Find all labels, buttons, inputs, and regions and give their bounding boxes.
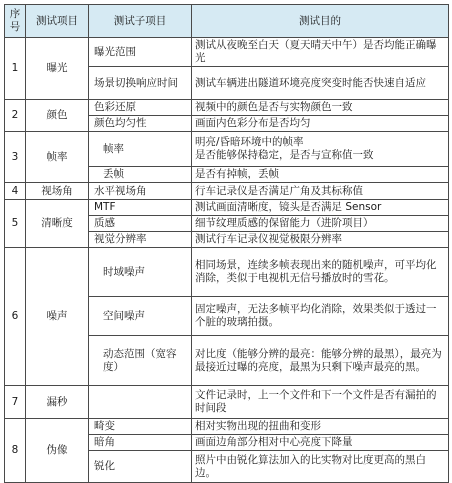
- test-item: 颜色: [26, 100, 89, 132]
- test-item: 帧率: [26, 132, 89, 183]
- test-purpose: 行车记录仪是否满足广角及其标称值: [192, 183, 449, 200]
- test-subitem: 暗角: [89, 435, 192, 451]
- test-subitem: 色彩还原: [89, 100, 192, 116]
- test-subitem: 颜色均匀性: [89, 116, 192, 132]
- test-subitem: 锐化: [89, 451, 192, 483]
- row-number: 2: [5, 100, 26, 132]
- test-subitem: [89, 386, 192, 419]
- table-row: [5, 248, 449, 297]
- table-row: [5, 132, 449, 167]
- test-subitem: 质感: [89, 216, 192, 232]
- test-subitem: 视觉分辨率: [89, 232, 192, 248]
- row-number: 7: [5, 386, 26, 419]
- test-subitem: 丢帧: [89, 167, 192, 183]
- table-row: [5, 419, 449, 435]
- test-purpose: 测试车辆进出隧道环境亮度突变时能否快速自适应: [192, 67, 449, 100]
- test-purpose: 画面边角部分相对中心亮度下降量: [192, 435, 449, 451]
- test-purpose: 文件记录时，上一个文件和下一个文件是否有漏拍的时间段: [192, 386, 449, 419]
- test-purpose: 固定噪声，无法多帧平均化消除，效果类似于透过一个脏的玻璃拍摄。: [192, 297, 449, 336]
- test-purpose: 是否有掉帧，丢帧: [192, 167, 449, 183]
- test-purpose: 画面内色彩分布是否均匀: [192, 116, 449, 132]
- test-item: 伪像: [26, 419, 89, 483]
- test-purpose: 视频中的颜色是否与实物颜色一致: [192, 100, 449, 116]
- test-item: 清晰度: [26, 200, 89, 248]
- table-row: [5, 386, 449, 419]
- test-purpose: 相对实物出现的扭曲和变形: [192, 419, 449, 435]
- test-item: 噪声: [26, 248, 89, 386]
- table-row: [5, 183, 449, 200]
- row-number: 8: [5, 419, 26, 483]
- test-subitem: 场景切换响应时间: [89, 67, 192, 100]
- test-subitem: 空间噪声: [89, 297, 192, 336]
- test-purpose: 明亮/昏暗环境中的帧率 是否能够保持稳定，是否与宣称值一致: [192, 132, 449, 167]
- test-purpose: 测试画面清晰度，镜头是否满足 Sensor: [192, 200, 449, 216]
- test-items-table: [4, 4, 449, 483]
- test-subitem: 畸变: [89, 419, 192, 435]
- test-subitem: 动态范围（宽容度）: [89, 336, 192, 386]
- test-purpose: 测试行车记录仪视觉极限分辨率: [192, 232, 449, 248]
- test-subitem: 水平视场角: [89, 183, 192, 200]
- test-subitem: 曝光范围: [89, 38, 192, 67]
- row-number: 3: [5, 132, 26, 183]
- table-row: [5, 200, 449, 216]
- test-purpose: 相同场景，连续多帧表现出来的随机噪声，可平均化消除，类似于电视机无信号播放时的雪花。: [192, 248, 449, 297]
- row-number: 1: [5, 38, 26, 100]
- row-number: 5: [5, 200, 26, 248]
- row-number: 6: [5, 248, 26, 386]
- test-item: 视场角: [26, 183, 89, 200]
- test-purpose: 对比度（能够分辨的最亮：能够分辨的最黑），最亮为最接近过曝的亮度，最黑为只剩下噪声最亮的黑。: [192, 336, 449, 386]
- test-subitem: 帧率: [89, 132, 192, 167]
- header-test-purpose: 测试目的: [192, 5, 449, 38]
- table-row: [5, 100, 449, 116]
- header-number: 序号: [5, 5, 26, 38]
- test-subitem: 时域噪声: [89, 248, 192, 297]
- row-number: 4: [5, 183, 26, 200]
- test-item: 曝光: [26, 38, 89, 100]
- header-test-item: 测试项目: [26, 5, 89, 38]
- test-purpose: 细节纹理质感的保留能力（进阶项目）: [192, 216, 449, 232]
- test-purpose: 照片中由锐化算法加入的比实物对比度更高的黑白边。: [192, 451, 449, 483]
- table-row: [5, 38, 449, 67]
- table-header-row: [5, 5, 449, 38]
- test-subitem: MTF: [89, 200, 192, 216]
- header-test-subitem: 测试子项目: [89, 5, 192, 38]
- test-item: 漏秒: [26, 386, 89, 419]
- test-purpose: 测试从夜晚至白天（夏天晴天中午）是否均能正确曝光: [192, 38, 449, 67]
